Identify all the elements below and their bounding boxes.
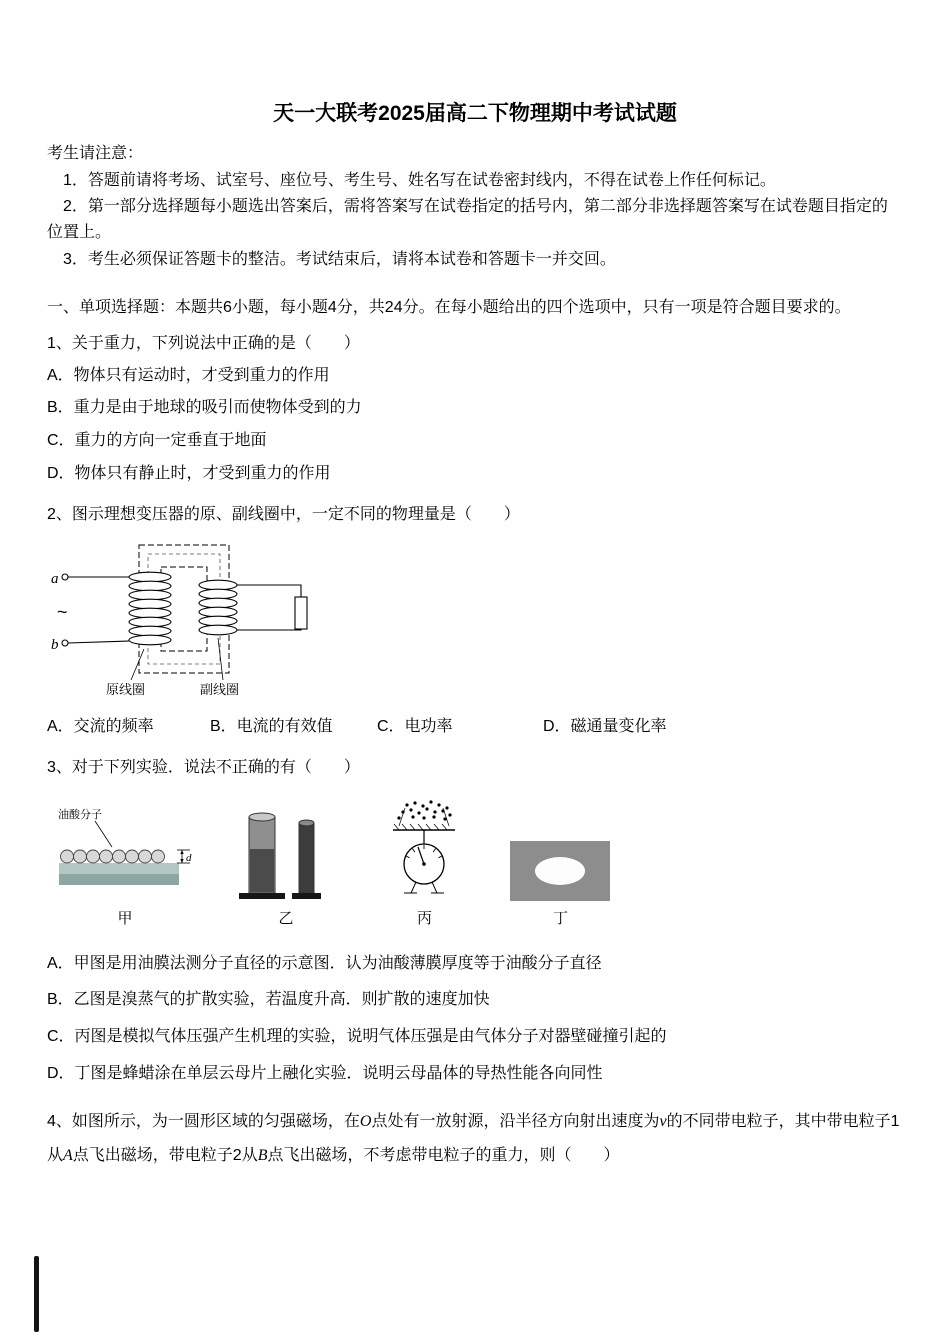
q4-text: 点飞出磁场，不考虑带电粒子的重力，则（ ） — [267, 1147, 620, 1165]
q2-options — [47, 711, 903, 744]
q1-option-c: C．重力的方向一定垂直于地面 — [47, 432, 267, 450]
q2-option-c: C．电功率 — [377, 717, 453, 735]
fig-caption-jia: 甲 — [117, 909, 133, 927]
notice-item-3: 3．考生必须保证答题卡的整洁。考试结束后，请将本试卷和答题卡一并交回。 — [63, 250, 616, 268]
q4-text: 4、如图所示，为一圆形区域的匀强磁场，在 — [47, 1112, 360, 1130]
fig-panel-yi — [231, 807, 341, 928]
water-surface — [59, 863, 179, 874]
fig-panel-bing — [377, 800, 472, 928]
q4-text: 点处有一放射源，沿半径方向射出速度为 — [371, 1112, 660, 1130]
pressure-figure — [377, 800, 472, 905]
secondary-circuit — [237, 585, 307, 630]
q3-options — [47, 946, 903, 1093]
q3-figures — [55, 800, 903, 928]
fig-caption-yi: 乙 — [278, 909, 294, 927]
q3-option-d: D．丁图是蜂蜡涂在单层云母片上融化实验．说明云母晶体的导热性能各向同性 — [47, 1065, 603, 1083]
q4-stem — [47, 1105, 903, 1174]
ac-source-symbol: ~ — [57, 601, 68, 622]
q3-stem: 3、对于下列实验．说法不正确的有（ ） — [47, 758, 360, 776]
q4-var-O: O — [359, 1112, 372, 1130]
q4-var-B: B — [257, 1147, 268, 1165]
q2-option-b: B．电流的有效值 — [210, 717, 333, 735]
q1-option-b: B．重力是由于地球的吸引而使物体受到的力 — [47, 399, 362, 417]
q4-var-v: v — [659, 1112, 667, 1130]
q3-option-b: B．乙图是溴蒸气的扩散实验，若温度升高．则扩散的速度加快 — [47, 991, 490, 1009]
q2-option-d: D．磁通量变化率 — [543, 717, 667, 735]
notice-header: 考生请注意： — [47, 145, 144, 163]
scan-binding-mark — [34, 1256, 39, 1332]
section1-header: 一、单项选择题：本题共6小题，每小题4分，共24分。在每小题给出的四个选项中，只有一项是符合题目要求的。 — [47, 299, 851, 317]
terminal-b-label: b — [51, 636, 59, 653]
impact-plate — [393, 824, 455, 830]
notice-item-1: 1．答题前请将考场、试室号、座位号、考生号、姓名写在试卷密封线内，不得在试卷上作任何标记。 — [63, 171, 776, 189]
fig-panel-ding — [508, 837, 613, 928]
mica-figure — [508, 837, 613, 905]
input-terminals — [62, 574, 129, 646]
q4-text: 点飞出磁场，带电粒子2从 — [72, 1147, 258, 1165]
oil-molecule-label: 油酸分子 — [58, 808, 102, 821]
fig-panel-jia — [55, 805, 195, 928]
left-tube — [239, 813, 285, 899]
diffusion-figure — [231, 807, 341, 905]
q4-var-A: A — [63, 1147, 73, 1165]
primary-coil-label: 原线圈 — [106, 681, 146, 697]
oil-molecules — [61, 850, 165, 863]
q2-option-a: A．交流的频率 — [47, 717, 154, 735]
q1-option-a: A．物体只有运动时，才受到重力的作用 — [47, 366, 330, 384]
melted-wax-area — [535, 857, 585, 885]
right-tube — [292, 820, 321, 899]
question-1 — [47, 328, 903, 491]
fig-caption-bing: 丙 — [416, 909, 432, 927]
q1-option-d: D．物体只有静止时，才受到重力的作用 — [47, 465, 331, 483]
q2-stem: 2、图示理想变压器的原、副线圈中，一定不同的物理量是（ ） — [47, 505, 520, 523]
notice-item-2: 2．第一部分选择题每小题选出答案后，需将答案写在试卷指定的括号内，第二部分非选择题答案写在试卷题目指定的位置上。 — [47, 198, 888, 242]
transformer-figure — [51, 539, 351, 699]
fig-caption-ding: 丁 — [552, 909, 568, 927]
gauge-dial — [404, 844, 444, 884]
q1-stem: 1、关于重力，下列说法中正确的是（ ） — [47, 334, 360, 352]
q3-option-c: C．丙图是模拟气体压强产生机理的实验，说明气体压强是由气体分子对器壁碰撞引起的 — [47, 1028, 667, 1046]
secondary-coil-label: 副线圈 — [200, 681, 240, 697]
terminal-a-label: a — [51, 570, 59, 587]
oil-film-figure — [55, 805, 195, 905]
d-label: d — [186, 851, 192, 864]
q3-option-a: A．甲图是用油膜法测分子直径的示意图．认为油酸薄膜厚度等于油酸分子直径 — [47, 954, 602, 972]
page-title: 天一大联考2025届高二下物理期中考试试题 — [273, 102, 677, 125]
q4-text: 的不同带电粒子，其中带电粒子1从 — [47, 1112, 900, 1165]
